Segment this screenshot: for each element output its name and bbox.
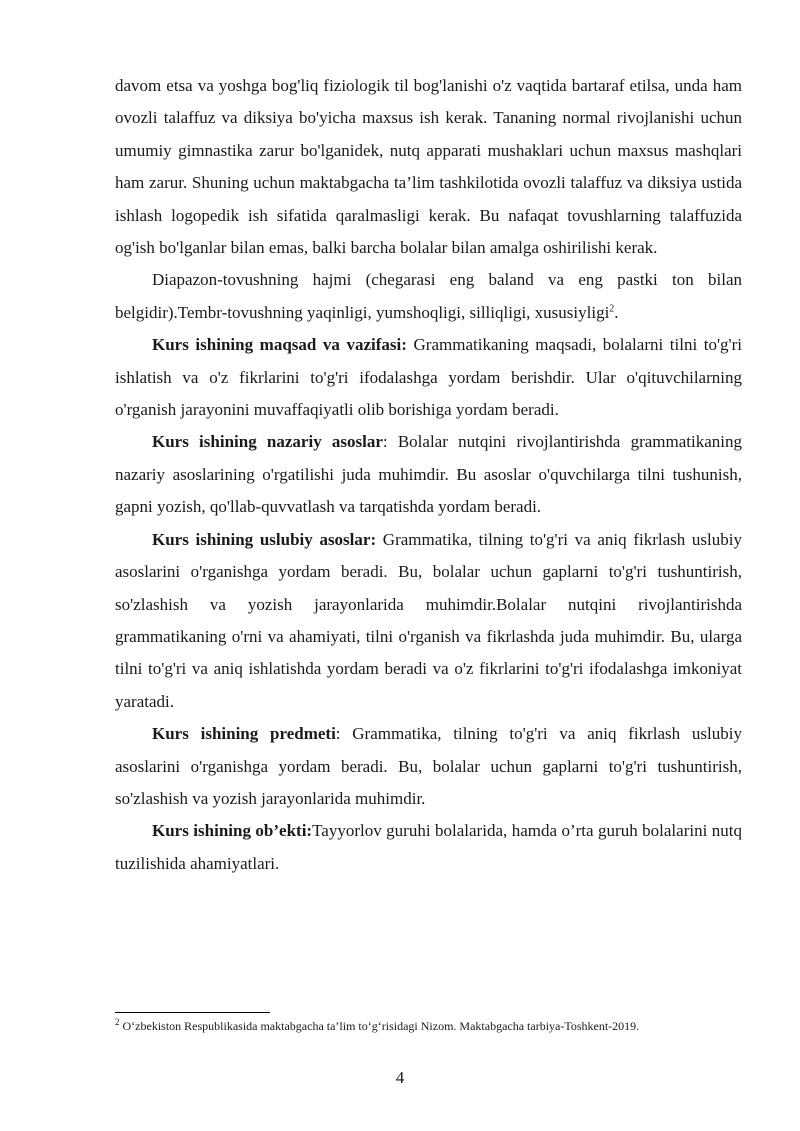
- page-body: [115, 70, 742, 880]
- paragraph-nazariy: [115, 426, 742, 523]
- section-heading: Kurs ishining uslubiy asoslar:: [152, 529, 377, 549]
- footnote-marker: 2: [115, 1017, 120, 1027]
- section-heading: Kurs ishining nazariy asoslar: [152, 432, 383, 452]
- section-heading: Kurs ishining ob’ekti:: [152, 821, 313, 841]
- paragraph-uslubiy: [115, 524, 742, 718]
- paragraph-text: Diapazon-tovushning hajmi (chegarasi eng baland va eng pastki ton bilan belgidir).Tembr-tovushning yaqinligi, yumshoqligi, silliqligi, xususiyligi: [115, 270, 742, 322]
- paragraph-text: Tayyorlov guruhi bolalarida, hamda o’rta guruh bolalarini nutq tuzilishida ahamiyatlari.: [115, 821, 742, 873]
- section-heading: Kurs ishining predmeti: [152, 724, 336, 744]
- paragraph-continuation: davom etsa va yoshga bog'liq fiziologik til bog'lanishi o'z vaqtida bartaraf etilsa, unda ham ovozli talaffuz va diksiya bo'yicha maxsus ish kerak. Tananing normal rivojlanishi uchun umumiy gimnastika zarur bo'lganidek, nutq apparati mushaklari uchun maxsus mashqlari ham zarur. Shuning uchun maktabgacha ta’lim tashkilotida ovozli talaffuz va diksiya ustida ishlash logopedik ish sifatida qaralmasligi kerak. Bu nafaqat tovushlarning talaffuzida og'ish bo'lganlar bilan emas, balki barcha bolalar bilan amalga oshirilishi kerak.: [115, 76, 742, 258]
- paragraph-text: Grammatika, tilning to'g'ri va aniq fikrlash uslubiy asoslarini o'rganishga yordam beradi. Bu, bolalar uchun gaplarni to'g'ri tushuntirish, so'zlashish va yozish jarayonlarida muhimdir.Bolalar nutqini rivojlantirishda grammatikaning o'rni va ahamiyati, tilni o'rganish va fikrlashda juda muhimdir. Bu, ularga tilni to'g'ri va aniq ishlatishda yordam beradi va o'z fikrlarini to'g'ri ifodalashga imkoniyat yaratadi.: [115, 529, 742, 711]
- paragraph-text: Grammatikaning maqsadi, bolalarni tilni to'g'ri ishlatish va o'z fikrlarini to'g'ri ifodalashga yordam berishdir. Ular o'qituvchilarning o'rganish jarayonini muvaffaqiyatli olib borishiga yordam beradi.: [115, 335, 742, 420]
- page-number: 4: [395, 1068, 405, 1087]
- paragraph-predmeti: [115, 718, 742, 815]
- footnote-reference: 2: [609, 303, 615, 315]
- footnote: [115, 1018, 755, 1034]
- footnote-text: O‘zbekiston Respublikasida maktabgacha ta’lim to‘g‘risidagi Nizom. Maktabgacha tarbiya-Toshkent-2019.: [119, 1019, 640, 1033]
- paragraph-text: : Grammatika, tilning to'g'ri va aniq fikrlash uslubiy asoslarini o'rganishga yordam beradi. Bu, bolalar uchun gaplarni to'g'ri tushuntirish, so'zlashish va yozish jarayonlarida muhimdir.: [115, 724, 742, 808]
- paragraph-obekti: [115, 815, 742, 880]
- paragraph-text-end: .: [614, 302, 619, 322]
- section-heading: Kurs ishining maqsad va vazifasi:: [152, 335, 407, 355]
- footnote-divider: [115, 1012, 270, 1013]
- paragraph-maqsad: [115, 329, 742, 426]
- paragraph-diapazon: [115, 264, 742, 329]
- paragraph-text: : Bolalar nutqini rivojlantirishda grammatikaning nazariy asoslarining o'rgatilishi juda muhimdir. Bu asoslar o'quvchilarga tilni tushunish, gapni yozish, qo'llab-quvvatlash va tarqatishda yordam beradi.: [115, 432, 742, 517]
